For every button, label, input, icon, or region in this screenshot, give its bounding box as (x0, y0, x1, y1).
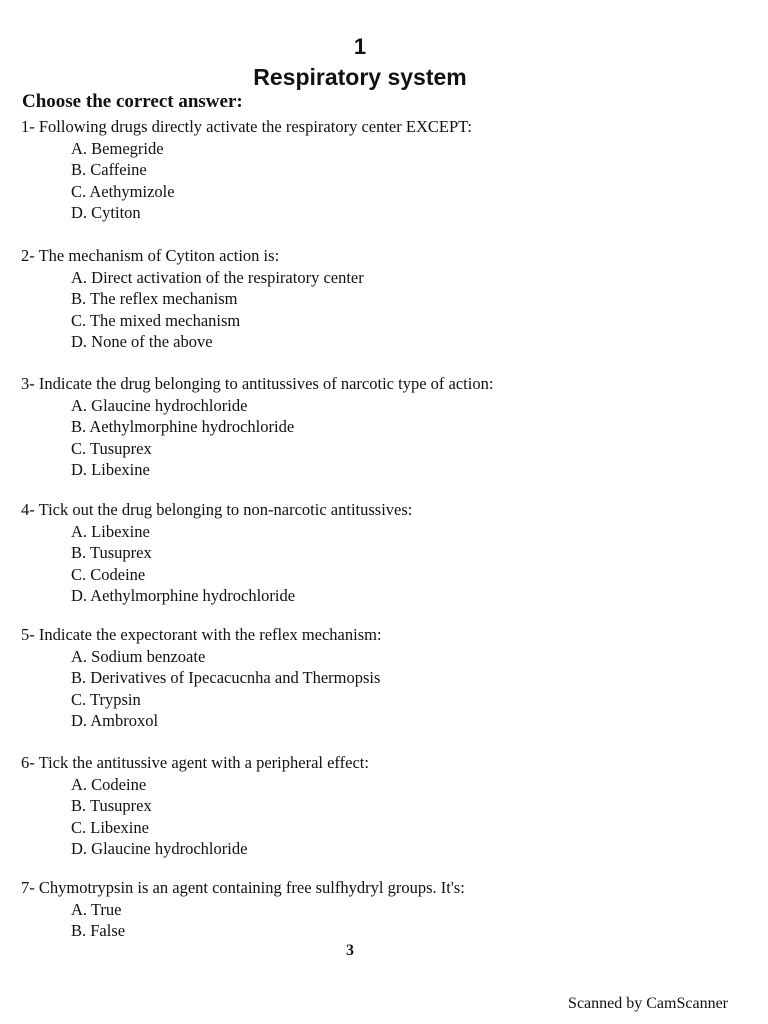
option-b: B. Caffeine (71, 160, 147, 179)
option-c: C. Tusuprex (71, 438, 152, 458)
question-text: 4- Tick out the drug belonging to non-narcotic antitussives: (21, 500, 413, 519)
option-a: A. Bemegride (71, 138, 164, 158)
option-list (21, 267, 364, 353)
option-d: D. Libexine (71, 460, 150, 479)
option-a: A. True (71, 899, 122, 919)
question-text: 7- Chymotrypsin is an agent containing free sulfhydryl groups. It's: (21, 878, 465, 897)
instruction-heading: Choose the correct answer: (22, 91, 243, 112)
chapter-title: Respiratory system (253, 64, 467, 90)
option-list (21, 774, 369, 860)
option-a: A. Direct activation of the respiratory center (71, 267, 364, 287)
option-list (21, 899, 465, 942)
option-c: C. Libexine (71, 817, 149, 837)
question-text: 1- Following drugs directly activate the respiratory center EXCEPT: (21, 117, 472, 136)
question-6 (21, 752, 369, 860)
page-number: 3 (346, 942, 354, 959)
option-a: A. Glaucine hydrochloride (71, 395, 248, 415)
option-list (21, 521, 412, 607)
question-7 (21, 877, 465, 942)
question-1 (21, 116, 472, 224)
question-3 (21, 373, 493, 481)
option-list (21, 646, 382, 732)
option-list (21, 395, 493, 481)
option-b: B. The reflex mechanism (71, 289, 238, 308)
option-d: D. Glaucine hydrochloride (71, 839, 248, 858)
option-b: B. Tusuprex (71, 796, 152, 815)
chapter-number: 1 (353, 34, 367, 59)
option-b: B. Derivatives of Ipecacucnha and Thermopsis (71, 668, 381, 687)
question-text: 5- Indicate the expectorant with the reflex mechanism: (21, 625, 382, 644)
option-a: A. Libexine (71, 521, 150, 541)
option-a: A. Codeine (71, 774, 147, 794)
option-list (21, 138, 472, 224)
option-c: C. Aethymizole (71, 181, 175, 201)
option-d: D. Aethylmorphine hydrochloride (71, 586, 296, 605)
option-c: C. Trypsin (71, 689, 141, 709)
option-a: A. Sodium benzoate (71, 646, 206, 666)
question-2 (21, 245, 364, 353)
question-5 (21, 624, 382, 732)
question-4 (21, 499, 412, 607)
option-b: B. Tusuprex (71, 543, 152, 562)
option-c: C. Codeine (71, 564, 146, 584)
option-b: B. False (71, 921, 126, 940)
option-d: D. Cytiton (71, 203, 141, 222)
option-d: D. Ambroxol (71, 711, 159, 730)
question-text: 3- Indicate the drug belonging to antitussives of narcotic type of action: (21, 374, 494, 393)
scanner-footer: Scanned by CamScanner (568, 995, 728, 1012)
question-text: 6- Tick the antitussive agent with a peripheral effect: (21, 753, 369, 772)
option-d: D. None of the above (71, 332, 213, 351)
option-b: B. Aethylmorphine hydrochloride (71, 417, 295, 436)
option-c: C. The mixed mechanism (71, 310, 241, 330)
question-text: 2- The mechanism of Cytiton action is: (21, 246, 280, 265)
